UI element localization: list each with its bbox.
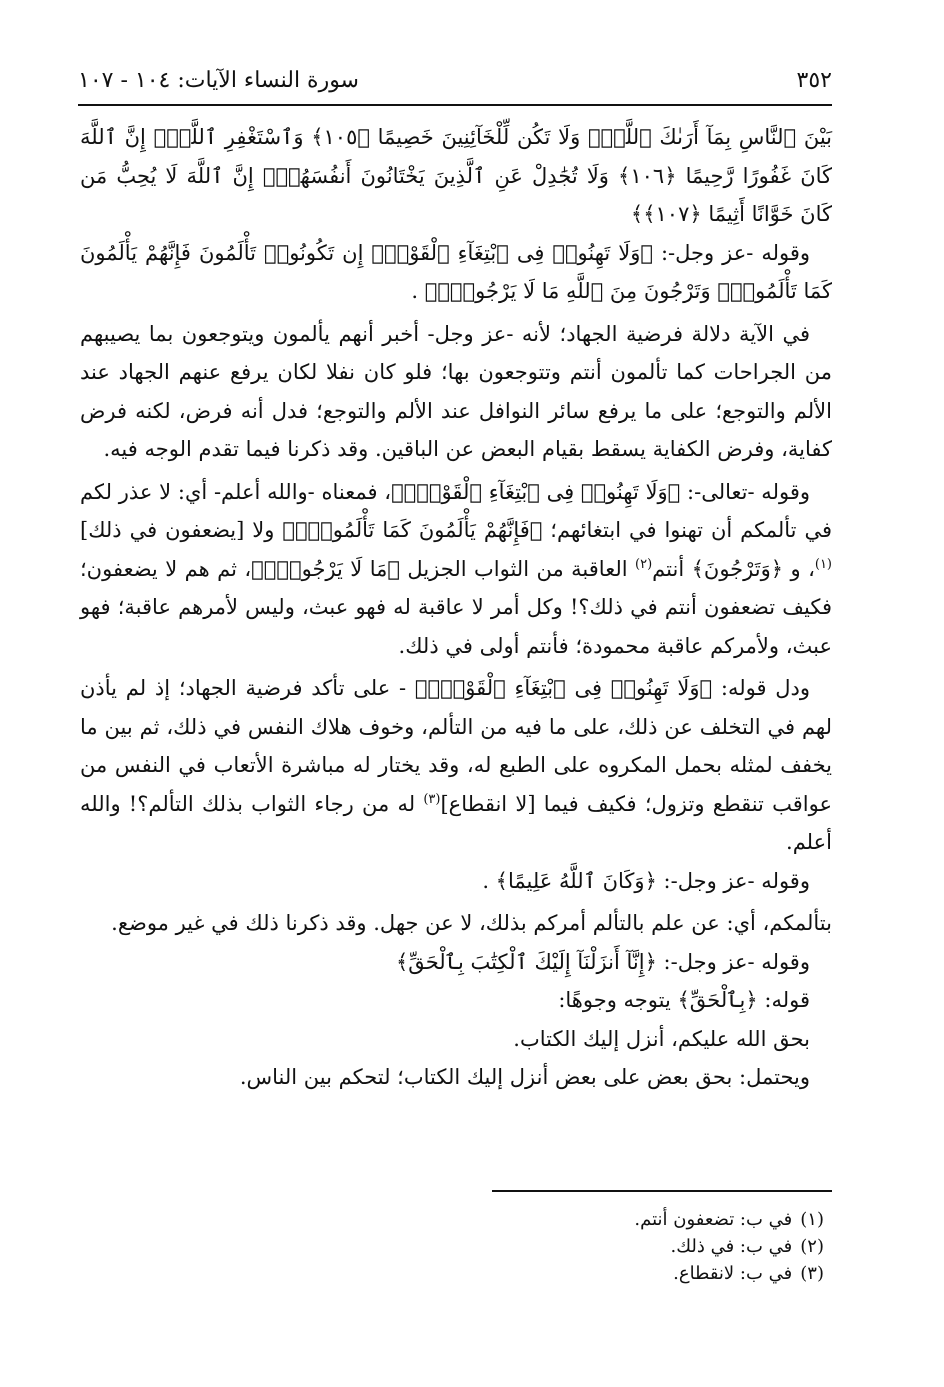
text-run: العاقبة من الثواب الجزيل ﴿مَا لَا يَرْجُونَۗ﴾، ثم هم لا يضعفون؛ فكيف تضعفون أنتم في ذلك؟! وكل أمر لا عاقبة له فهو عبث، وليس لأمرهم عاقبة؛ فهو عبث، ولأمركم عاقبة محمودة؛ فأنتم أولى في ذلك. <box>80 556 832 658</box>
running-header <box>78 62 832 98</box>
paragraph: بحق الله عليكم، أنزل إليك الكتاب. <box>513 1026 810 1051</box>
paragraph: وقوله -عز وجل-: ﴿وَكَانَ ٱللَّهُ عَلِيمًا﴾ . <box>482 868 810 893</box>
paragraph: في الآية دلالة فرضية الجهاد؛ لأنه -عز وجل- أخبر أنهم يألمون ويتوجعون بما يصيبهم من الجراحات كما تألمون أنتم وتتوجعون بها؛ فلو كان نفلا لكان يرفع عنهم الجهاد عند الألم والتوجع؛ على ما يرفع سائر النوافل عند الألم والتوجع؛ فدل أنه فرض، لكنه فرض كفاية، وفرض الكفاية يسقط بقيام البعض عن الباقين. وقد ذكرنا فيما تقدم الوجه فيه. <box>80 321 833 461</box>
paragraph: قوله: ﴿بِٱلْحَقِّ﴾ يتوجه وجوهًا: <box>558 988 810 1012</box>
paragraph <box>80 473 832 666</box>
footnote-marker-2[interactable]: (٢) <box>635 556 653 572</box>
footnotes <box>80 1206 824 1287</box>
text-run: ، و ﴿وَتَرْجُونَ﴾ أنتم <box>652 556 815 581</box>
header-rule <box>78 104 832 106</box>
section-title: سورة النساء الآيات: ١٠٤ - ١٠٧ <box>78 67 359 93</box>
footnote-2 <box>80 1233 824 1260</box>
footnote-text: في ب: تضعفون أنتم. <box>634 1209 793 1230</box>
quran-verse-block: بَيْنَ ٱلنَّاسِ بِمَآ أَرَىٰكَ ٱللَّهُۚ وَلَا تَكُن لِّلْخَآئِنِينَ خَصِيمًا ﴿١٠٥﴾ وَٱسْتَغْفِرِ ٱللَّهَۖ إِنَّ ٱللَّهَ كَانَ غَفُورًا رَّحِيمًا ﴿١٠٦﴾ وَلَا تُجَٰدِلْ عَنِ ٱلَّذِينَ يَخْتَانُونَ أَنفُسَهُمْۚ إِنَّ ٱللَّهَ لَا يُحِبُّ مَن كَانَ خَوَّانًا أَثِيمًا ﴿١٠٧﴾﴾ <box>80 125 833 226</box>
footnote-marker-1[interactable]: (١) <box>814 556 832 572</box>
footnote-3 <box>80 1260 824 1287</box>
paragraph: ويحتمل: بحق بعض على بعض أنزل إليك الكتاب؛ لتحكم بين الناس. <box>239 1065 810 1089</box>
footnote-text: في ب: في ذلك. <box>670 1236 793 1257</box>
footnote-1 <box>80 1206 824 1233</box>
text-run: له من رجاء الثواب بذلك التألم؟! والله أعلم. <box>80 791 832 854</box>
page-number: ٣٥٢ <box>796 67 832 93</box>
footnote-number: (٣) <box>800 1263 824 1284</box>
paragraph: وقوله -عز وجل-: ﴿إِنَّآ أَنزَلْنَآ إِلَيْكَ ٱلْكِتَٰبَ بِٱلْحَقِّ﴾ <box>395 949 810 974</box>
footnote-text: في ب: لانقطاع. <box>673 1263 793 1284</box>
paragraph: وقوله -عز وجل-: ﴿وَلَا تَهِنُوا۟ فِى ٱبْتِغَآءِ ٱلْقَوْمِۖ إِن تَكُونُوا۟ تَأْلَمُونَ فَإِنَّهُمْ يَأْلَمُونَ كَمَا تَأْلَمُونَۖ وَتَرْجُونَ مِنَ ٱللَّهِ مَا لَا يَرْجُونَۗ﴾ . <box>80 240 832 303</box>
paragraph <box>80 669 832 862</box>
footnote-rule <box>492 1190 832 1192</box>
text-run: وقوله -تعالى-: ﴿وَلَا تَهِنُوا۟ فِى ٱبْتِغَآءِ ٱلْقَوْمِۖ﴾، فمعناه -والله أعلم- أي: لا عذر لكم في تألمكم أن تهنوا في ابتغائهم؛ ﴿فَإِنَّهُمْ يَأْلَمُونَ كَمَا تَأْلَمُونَۖ﴾ ولا [يضعفون في ذلك] <box>80 479 832 542</box>
footnote-number: (٢) <box>800 1236 824 1257</box>
paragraph: بتألمكم، أي: عن علم بالتألم أمركم بذلك، لا عن جهل. وقد ذكرنا ذلك في غير موضع. <box>111 911 832 935</box>
main-text <box>80 118 832 1097</box>
text-run: ودل قوله: ﴿وَلَا تَهِنُوا۟ فِى ٱبْتِغَآءِ ٱلْقَوْمِۖ﴾ - على تأكد فرضية الجهاد؛ إذ لم يأذن لهم في التخلف عن ذلك، على ما فيه من التألم، وخوف هلاك النفس في ذلك، ثم بين ما يخفف لمثله بحمل المكروه على الطبع له، وقد يختار له مباشرة الأتعاب في النفس من عواقب تنقطع وتزول؛ فكيف فيما [لا انقطاع] <box>80 676 832 816</box>
footnote-number: (١) <box>800 1209 824 1230</box>
footnote-marker-3[interactable]: (٣) <box>423 791 441 807</box>
